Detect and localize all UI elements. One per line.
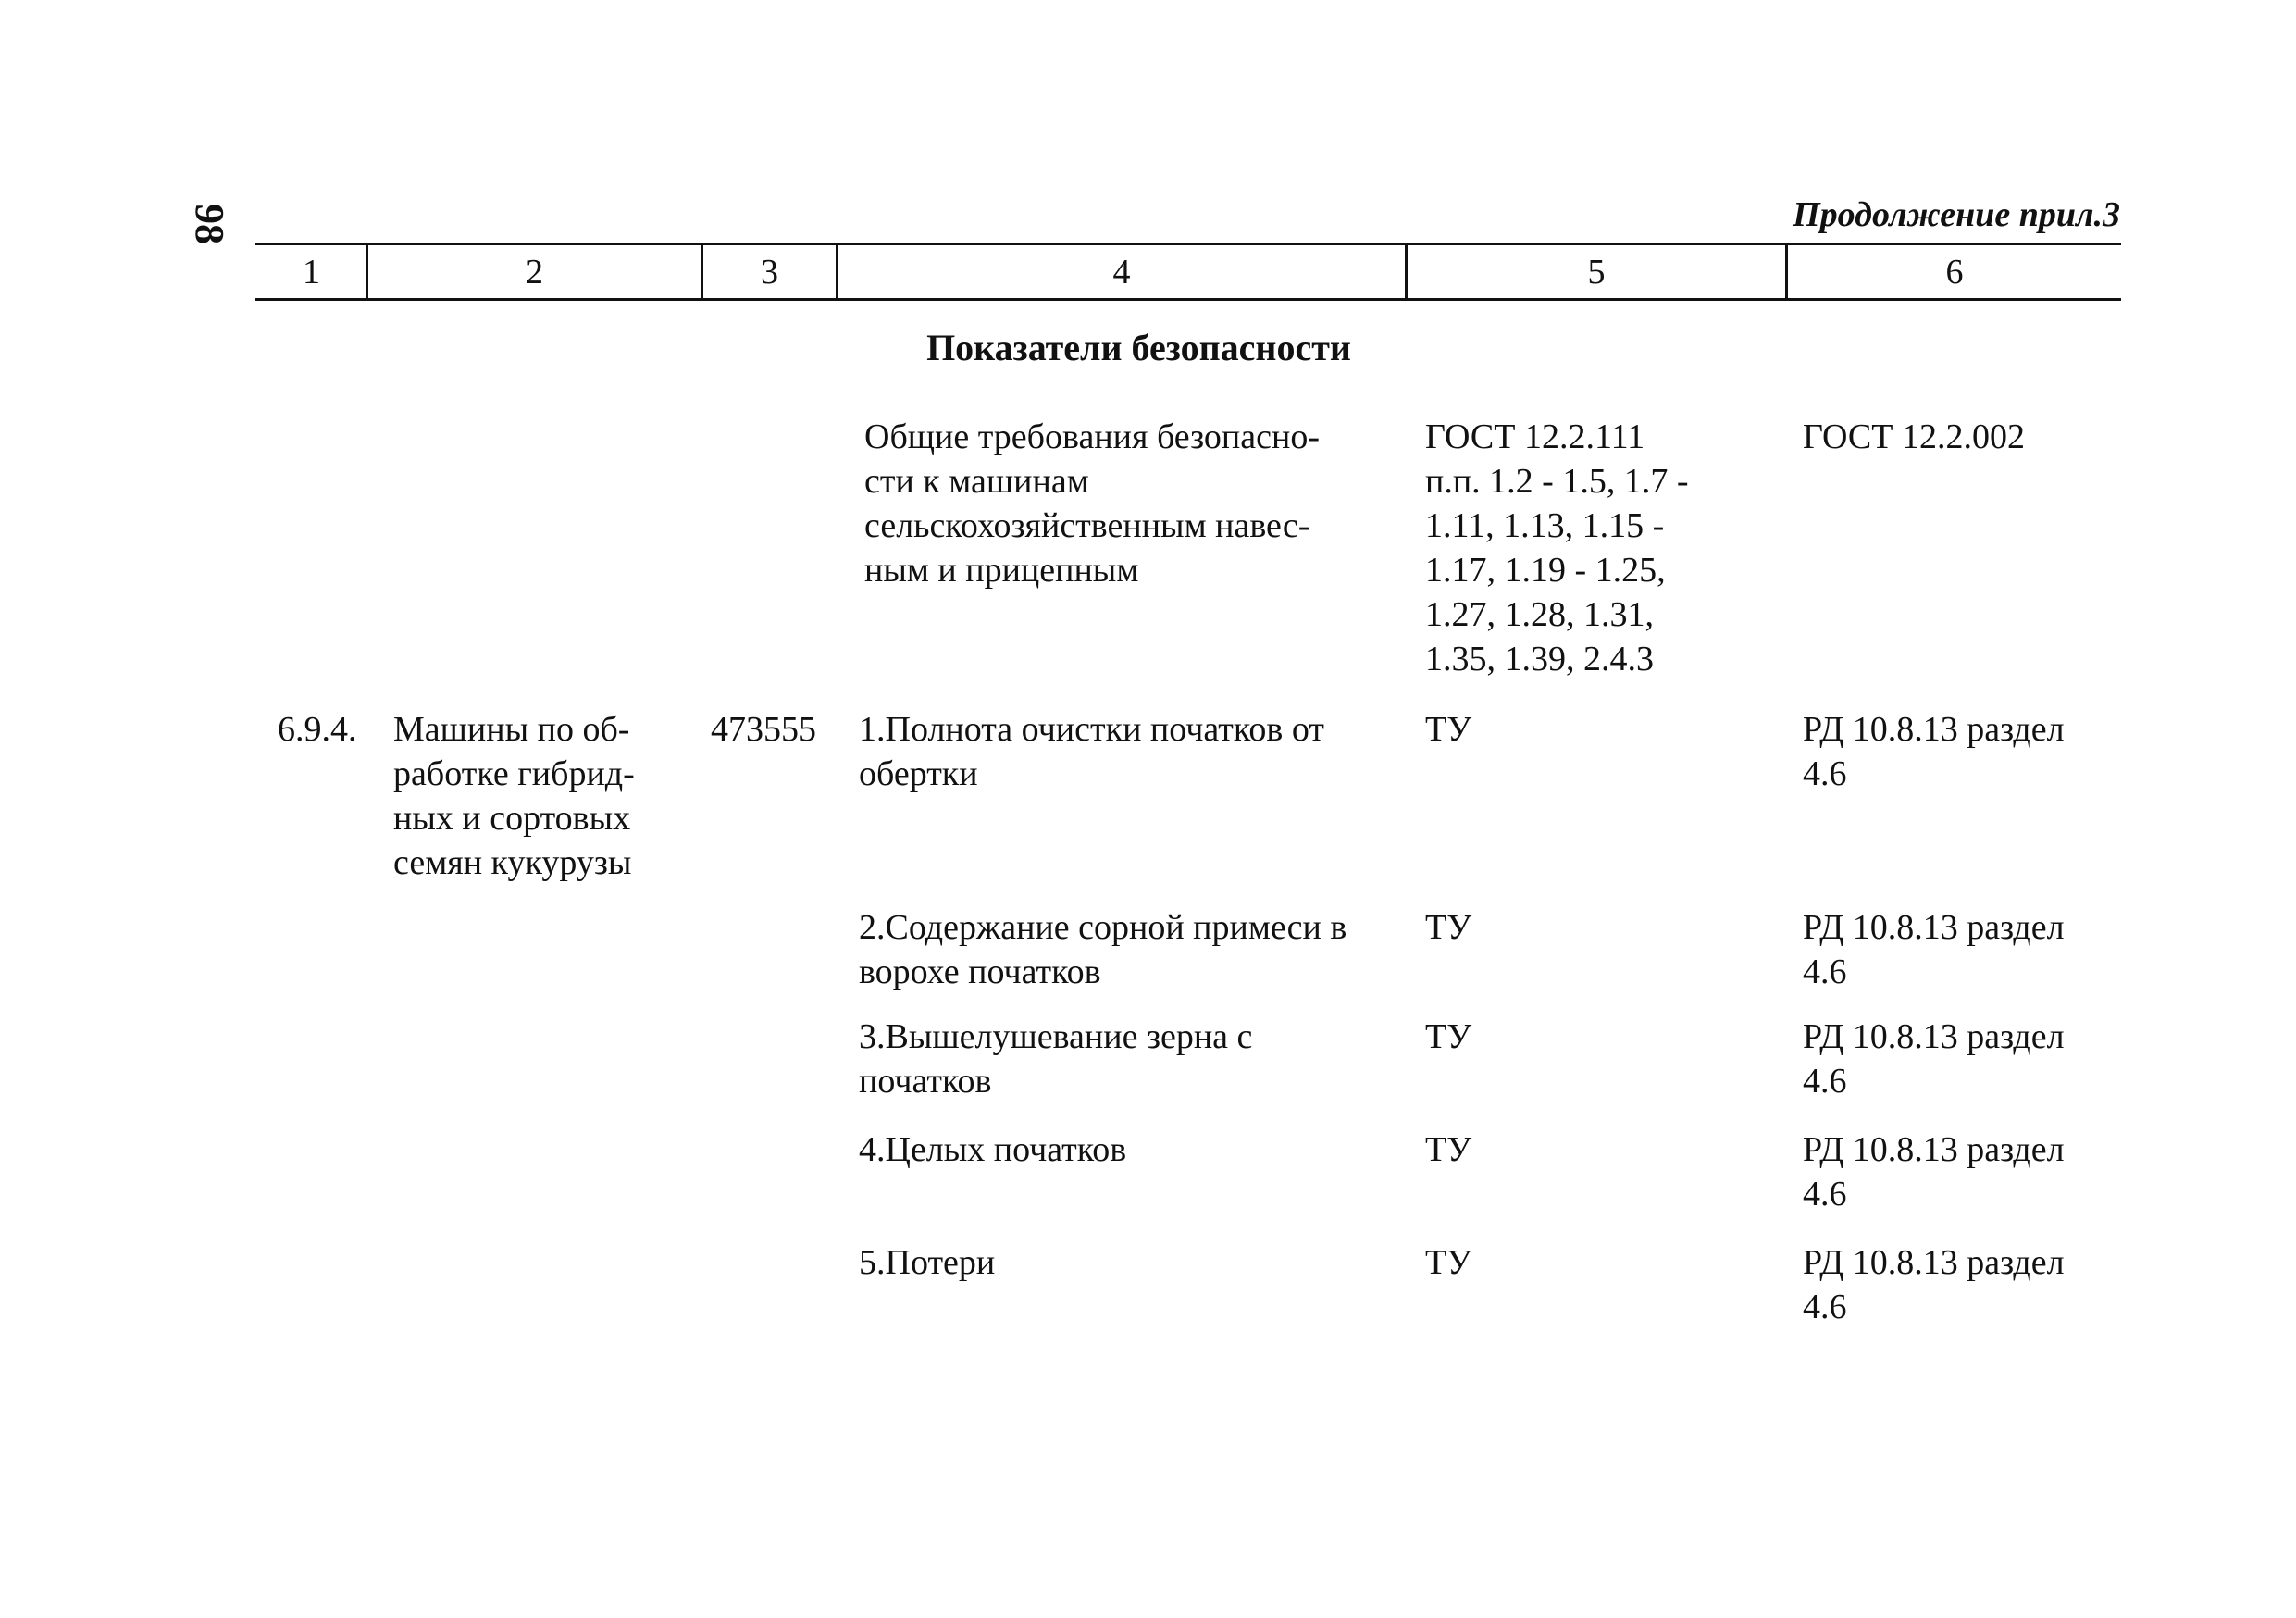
indicator-1-norm: ТУ — [1425, 710, 1472, 749]
table-header-bottom-rule — [255, 298, 2121, 301]
machine-name: Машины по об- работке гибрид- ных и сортовых семян кукурузы — [393, 710, 635, 882]
indicator-2-method: РД 10.8.13 раздел 4.6 — [1803, 908, 2065, 991]
column-number-6: 6 — [1945, 253, 1964, 292]
general-method: ГОСТ 12.2.002 — [1803, 417, 2025, 456]
machine-code: 473555 — [711, 710, 816, 749]
table-top-rule — [255, 243, 2121, 245]
continuation-label: Продолжение прил.3 — [1793, 195, 2120, 234]
general-requirement: Общие требования безопасно- сти к машинам сельскохозяйственным навес- ным и прицепным — [864, 417, 1320, 590]
indicator-3: 3.Вышелушевание зерна с початков — [859, 1017, 1253, 1101]
section-title: Показатели безопасности — [926, 327, 1351, 368]
indicator-1-method: РД 10.8.13 раздел 4.6 — [1803, 710, 2065, 793]
indicator-5: 5.Потери — [859, 1243, 996, 1282]
indicator-1: 1.Полнота очистки початков от обертки — [859, 710, 1324, 793]
page-number: 98 — [187, 204, 232, 244]
indicator-3-norm: ТУ — [1425, 1017, 1472, 1056]
indicator-5-norm: ТУ — [1425, 1243, 1472, 1282]
indicator-3-method: РД 10.8.13 раздел 4.6 — [1803, 1017, 2065, 1101]
column-number-1: 1 — [303, 253, 320, 292]
column-number-5: 5 — [1587, 253, 1606, 292]
indicator-4: 4.Целых початков — [859, 1130, 1127, 1169]
indicator-5-method: РД 10.8.13 раздел 4.6 — [1803, 1243, 2065, 1326]
column-number-2: 2 — [526, 253, 543, 292]
column-number-4: 4 — [1112, 253, 1131, 292]
indicator-2-norm: ТУ — [1425, 908, 1472, 947]
general-normative-doc: ГОСТ 12.2.111 п.п. 1.2 - 1.5, 1.7 - 1.11, 1.13, 1.15 - 1.17, 1.19 - 1.25, 1.27, 1.28, 1.31, 1.35, 1.39, 2.4.3 — [1425, 417, 1689, 678]
indicator-4-method: РД 10.8.13 раздел 4.6 — [1803, 1130, 2065, 1214]
indicator-4-norm: ТУ — [1425, 1130, 1472, 1169]
column-number-3: 3 — [761, 253, 778, 292]
indicator-2: 2.Содержание сорной примеси в ворохе початков — [859, 908, 1347, 991]
machine-number: 6.9.4. — [278, 710, 357, 749]
